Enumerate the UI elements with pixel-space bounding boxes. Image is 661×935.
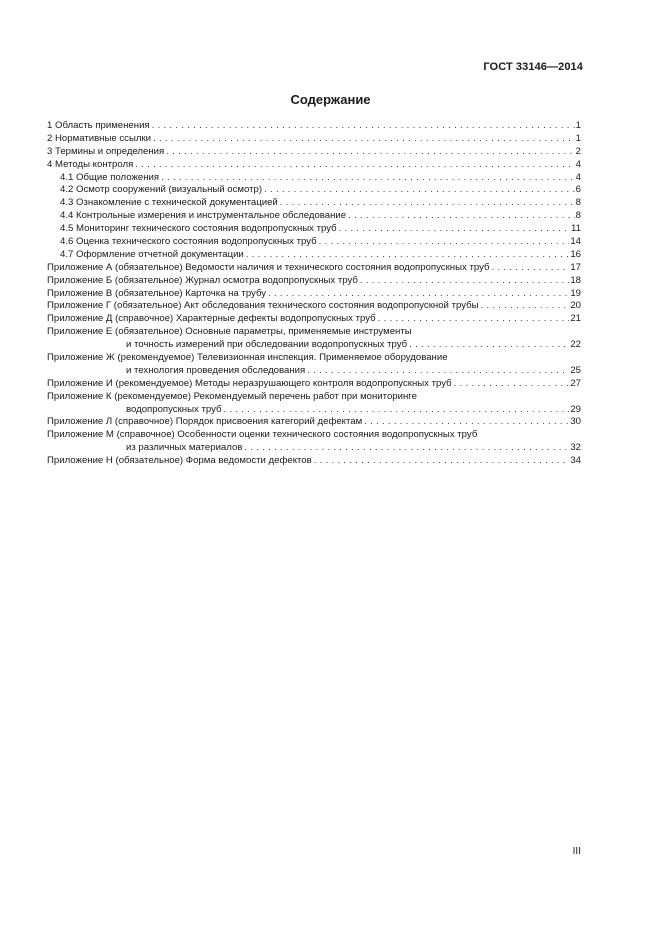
toc-leader-dots [242,442,569,455]
toc-entry-title: 4 Методы контроля [47,158,134,170]
toc-entry-page: 20 [570,300,581,312]
toc-entry-continuation: водопропускных труб [126,403,222,415]
toc-entry[interactable] [47,120,581,133]
toc-entry-title: Приложение Е (обязательное) Основные параметры, применяемые инструменты [47,326,412,338]
toc-entry-title: 1 Область применения [47,120,150,131]
toc-entry[interactable] [47,159,581,172]
toc-subentry[interactable] [47,223,581,236]
toc-leader-dots [362,416,569,429]
toc-appendix-first-line[interactable] [47,352,581,365]
toc-entry-page: 8 [575,197,581,209]
toc-entry-page: 25 [570,364,581,376]
toc-entry-title: 4.4 Контрольные измерения и инструментальное обследование [60,210,347,222]
toc-entry-page: 6 [575,184,581,196]
toc-entry-title: 4.2 Осмотр сооружений (визуальный осмотр) [60,184,263,196]
toc-entry-page: 21 [570,313,581,325]
toc-entry-page: 17 [570,261,581,273]
toc-entry-page: 1 [575,120,581,131]
toc-entry-title: Приложение К (рекомендуемое) Рекомендуемый перечень работ при мониторинге [47,390,417,402]
toc-leader-dots [221,404,569,417]
toc-leader-dots [151,133,575,146]
toc-subentry[interactable] [47,197,581,210]
toc-entry-page: 4 [575,171,581,183]
toc-entry-continuation: и технология проведения обследования [126,364,306,376]
page-number: III [572,846,581,857]
toc-entry-page: 19 [570,287,581,299]
toc-appendix[interactable] [47,416,581,429]
toc-entry-title: 4.7 Оформление отчетной документации [60,248,244,260]
toc-leader-dots [407,339,569,352]
toc-subentry[interactable] [47,184,581,197]
toc-entry-title: Приложение Б (обязательное) Журнал осмотра водопропускных труб [47,274,358,286]
toc-appendix-continuation[interactable] [47,404,581,417]
toc-entry-title: Приложение Д (справочное) Характерные дефекты водопропускных труб [47,313,376,325]
toc-subentry[interactable] [47,210,581,223]
toc-appendix[interactable] [47,313,581,326]
toc-entry-page: 11 [571,223,581,235]
toc-entry-page: 2 [575,145,581,157]
toc-entry-page: 8 [575,210,581,222]
toc-leader-dots [317,236,570,249]
toc-entry-page: 14 [570,236,581,248]
toc-entry-page: 27 [570,377,581,389]
toc-entry-title: 4.3 Ознакомление с технической документацией [60,197,278,209]
table-of-contents [47,120,581,468]
toc-appendix[interactable] [47,275,581,288]
toc-leader-dots [278,197,575,210]
toc-leader-dots [346,210,575,223]
toc-leader-dots [452,378,570,391]
toc-appendix[interactable] [47,262,581,275]
toc-entry-title: Приложение Л (справочное) Порядок присвоения категорий дефектам [47,416,363,428]
toc-appendix[interactable] [47,288,581,301]
toc-appendix-continuation[interactable] [47,339,581,352]
toc-entry-page: 4 [575,158,581,170]
toc-entry-page: 16 [570,248,581,260]
toc-leader-dots [244,249,570,262]
toc-leader-dots [312,455,570,468]
toc-leader-dots [262,184,575,197]
toc-appendix[interactable] [47,300,581,313]
toc-leader-dots [376,313,570,326]
toc-entry-continuation: и точность измерений при обследовании водопропускных труб [126,339,408,351]
toc-entry-title: 3 Термины и определения [47,145,165,157]
toc-entry-page: 29 [570,403,581,415]
toc-leader-dots [358,275,569,288]
toc-entry-title: 4.6 Оценка технического состояния водопропускных труб [60,236,317,248]
toc-leader-dots [305,365,569,378]
toc-entry[interactable] [47,133,581,146]
toc-appendix-first-line[interactable] [47,429,581,442]
toc-subentry[interactable] [47,236,581,249]
toc-appendix-first-line[interactable] [47,326,581,339]
page-title: Содержание [290,92,371,107]
toc-entry-page: 1 [575,132,581,144]
toc-entry-title: 4.1 Общие положения [60,171,160,183]
toc-entry-page: 32 [570,442,581,454]
toc-entry-continuation: из различных материалов [126,442,243,454]
toc-entry-title: 4.5 Мониторинг технического состояния водопропускных труб [60,223,337,235]
toc-entry-page: 30 [570,416,581,428]
toc-entry-title: Приложение Н (обязательное) Форма ведомости дефектов [47,455,312,467]
toc-entry-title: 2 Нормативные ссылки [47,132,152,144]
toc-appendix-continuation[interactable] [47,365,581,378]
toc-subentry[interactable] [47,249,581,262]
standard-designation: ГОСТ 33146—2014 [483,61,583,73]
toc-appendix[interactable] [47,378,581,391]
toc-entry-title: Приложение В (обязательное) Карточка на трубу [47,287,267,299]
toc-leader-dots [479,300,570,313]
toc-appendix-continuation[interactable] [47,442,581,455]
toc-leader-dots [164,146,574,159]
toc-leader-dots [159,172,575,185]
toc-entry-page: 22 [570,339,581,351]
toc-leader-dots [266,288,569,301]
toc-leader-dots [489,262,569,275]
toc-entry-title: Приложение М (справочное) Особенности оценки технического состояния водопропускных труб [47,429,478,441]
toc-leader-dots [337,223,570,236]
toc-entry-title: Приложение А (обязательное) Ведомости наличия и технического состояния водопропускных труб [47,261,490,273]
toc-appendix-first-line[interactable] [47,391,581,404]
toc-appendix[interactable] [47,455,581,468]
toc-subentry[interactable] [47,172,581,185]
toc-entry-page: 18 [570,274,581,286]
toc-entry[interactable] [47,146,581,159]
toc-entry-page: 34 [570,455,581,467]
toc-entry-title: Приложение Ж (рекомендуемое) Телевизионная инспекция. Применяемое оборудование [47,352,448,364]
toc-leader-dots [133,159,574,172]
toc-leader-dots [150,120,575,133]
toc-entry-title: Приложение И (рекомендуемое) Методы неразрушающего контроля водопропускных труб [47,377,452,389]
toc-entry-title: Приложение Г (обязательное) Акт обследования технического состояния водопропускной трубы [47,300,479,312]
